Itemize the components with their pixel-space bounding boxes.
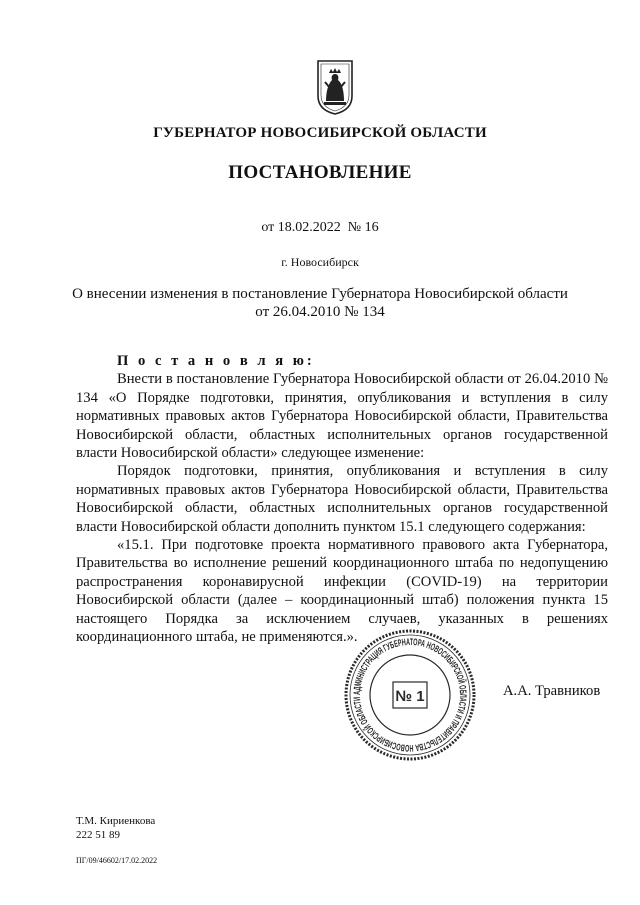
date-and-number: от 18.02.2022 № 16 bbox=[261, 220, 379, 235]
signatory-name: А.А. Травников bbox=[503, 683, 601, 699]
decree-heading: П о с т а н о в л я ю: bbox=[117, 353, 315, 369]
subject-line-1: О внесении изменения в постановление Губернатора Новосибирской области bbox=[72, 286, 568, 302]
executor-name: Т.М. Кириенкова bbox=[76, 815, 156, 827]
body-paragraph: Порядок подготовки, принятия, опубликования и вступления в силу нормативных правовых актов Губернатора Новосибирской области, Правительства Новосибирской области, областных исполнительных органов государственной власти Новосибирской области дополнить пунктом 15.1 следующего содержания: bbox=[76, 463, 608, 535]
executor-phone: 222 51 89 bbox=[76, 829, 120, 841]
document-type: ПОСТАНОВЛЕНИЕ bbox=[228, 162, 412, 183]
body-paragraph: «15.1. При подготовке проекта нормативного правового акта Губернатора, Правительства во исполнение решений координационного штаба по недопущению распространения коронавирусной инфекции (COVID-19) на территории Новосибирской области (далее – координационный штаб) положения пункта 15 настоящего Порядка за исключением случаев, указанных в решениях координационного штаба, не применяются.». bbox=[76, 537, 608, 646]
document-body bbox=[76, 352, 608, 647]
coat-of-arms-icon bbox=[315, 58, 355, 116]
document-reference: ПГ/09/46602/17.02.2022 bbox=[76, 856, 158, 865]
issuing-authority: ГУБЕРНАТОР НОВОСИБИРСКОЙ ОБЛАСТИ bbox=[153, 125, 487, 141]
seal-ring-text: АДМИНИСТРАЦИЯ ГУБЕРНАТОРА НОВОСИБИРСКОЙ ОБЛАСТИ И ПРАВИТЕЛЬСТВА НОВОСИБИРСКОЙ ОБЛАСТИ bbox=[351, 636, 469, 754]
seal-number: № 1 bbox=[395, 688, 425, 705]
subject-line-2: от 26.04.2010 № 134 bbox=[255, 304, 385, 320]
document-subject bbox=[0, 285, 640, 321]
place-of-issue: г. Новосибирск bbox=[281, 255, 359, 269]
official-seal bbox=[343, 628, 477, 762]
body-paragraph: Внести в постановление Губернатора Новосибирской области от 26.04.2010 № 134 «О Порядке подготовки, принятия, опубликования и вступления в силу нормативных правовых актов Губернатора Новосибирской области, Правительства Новосибирской области, областных исполнительных органов государственной власти Новосибирской области» следующее изменение: bbox=[76, 371, 608, 462]
executor-block bbox=[76, 814, 155, 842]
